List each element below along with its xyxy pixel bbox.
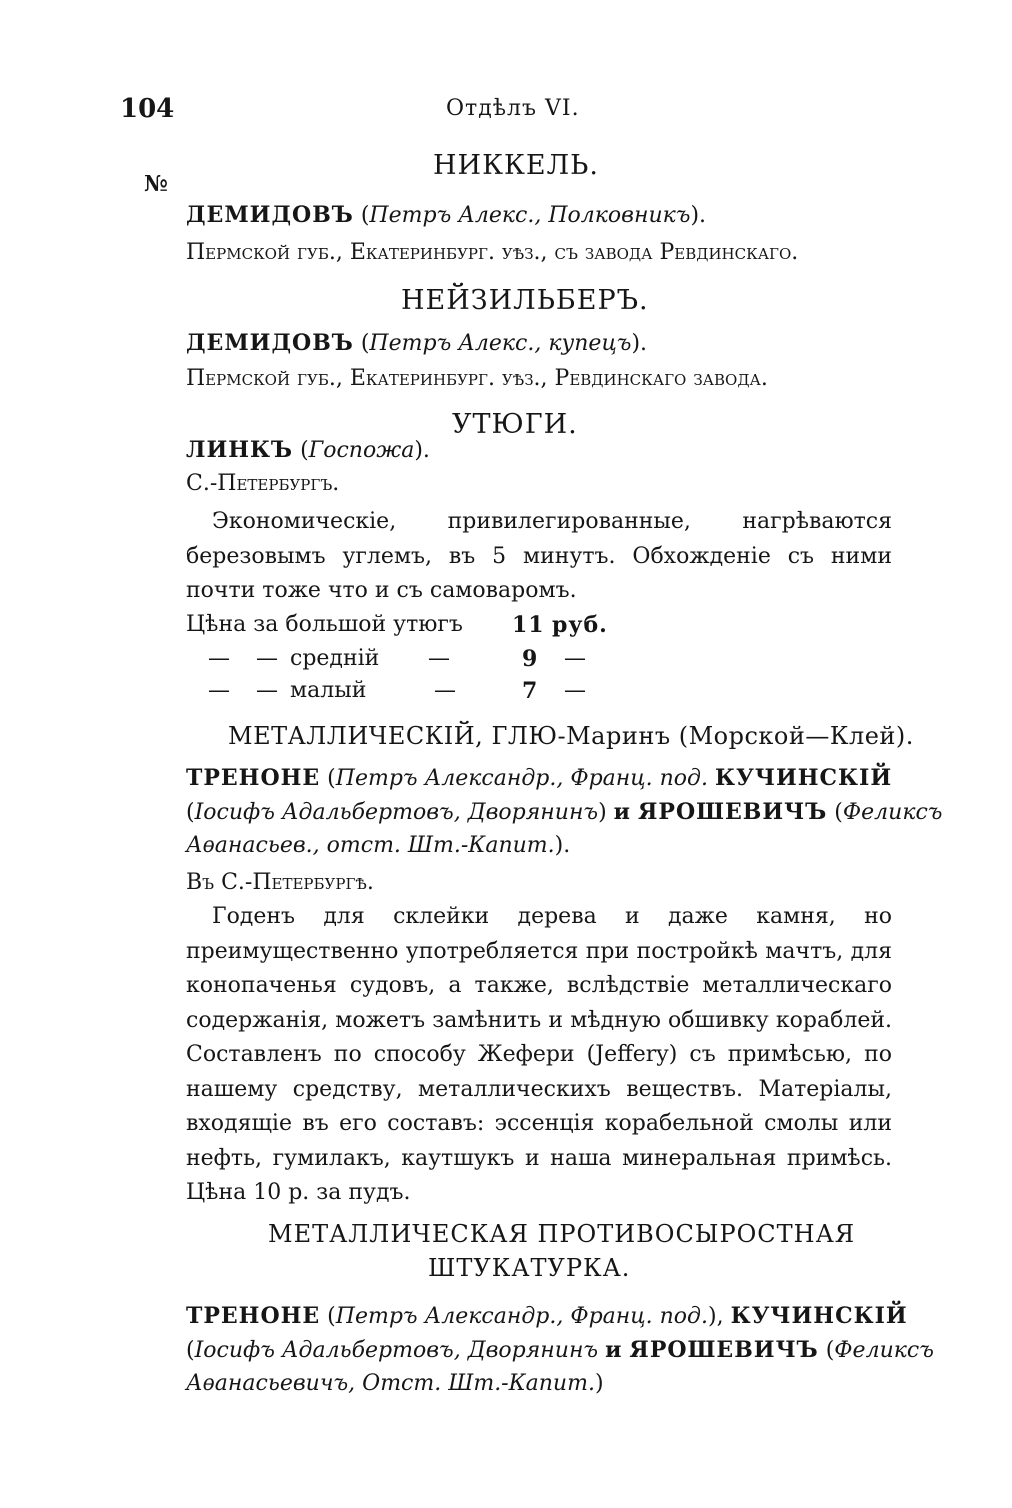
price-row-value: 11 bbox=[512, 612, 545, 638]
exhibitor-desc: Іосифъ Адальбертовъ, Дворянинъ bbox=[194, 800, 599, 825]
price-row-unit: — bbox=[564, 678, 586, 703]
exhibitor-name: ЛИНКЪ bbox=[186, 437, 294, 463]
number-sign: № bbox=[144, 171, 168, 197]
exhibitor-name: ТРЕНОНЕ bbox=[186, 765, 321, 791]
section-title-plaster-line1: МЕТАЛЛИЧЕСКАЯ ПРОТИВОСЫРОСТНАЯ bbox=[268, 1220, 856, 1248]
exhibitor-name: ДЕМИДОВЪ bbox=[186, 330, 354, 356]
price-row-dash: — bbox=[208, 678, 230, 703]
exhibitor-desc: Аѳанасьевичъ, Отст. Шт.-Капит. bbox=[186, 1371, 595, 1396]
running-title: Отдѣлъ VI. bbox=[446, 96, 580, 121]
entry-glue-exhibitors-line3: Аѳанасьев., отст. Шт.-Капит.). bbox=[186, 833, 571, 858]
section-title-plaster-line2: ШТУКАТУРКА. bbox=[428, 1254, 631, 1282]
section-title-glue: МЕТАЛЛИЧЕСКІЙ, ГЛЮ-Маринъ (Морской—Клей). bbox=[228, 722, 914, 750]
price-row-dash: — bbox=[428, 646, 450, 671]
entry-plaster-exhibitors-line2: (Іосифъ Адальбертовъ, Дворянинъ и ЯРОШЕВИЧЪ (Феликсъ bbox=[186, 1337, 934, 1363]
entry-neusilber-exhibitor: ДЕМИДОВЪ (Петръ Алекс., купецъ). bbox=[186, 330, 648, 356]
page-number: 104 bbox=[120, 94, 175, 124]
exhibitor-desc: Петръ Александр., Франц. под. bbox=[335, 1304, 708, 1329]
exhibitor-desc: Петръ Алекс., Полковникъ bbox=[369, 203, 691, 228]
exhibitor-desc: Феликсъ bbox=[834, 1338, 934, 1363]
entry-irons-exhibitor: ЛИНКЪ (Госпожа). bbox=[186, 437, 430, 463]
entry-plaster-exhibitors-line1: ТРЕНОНЕ (Петръ Александр., Франц. под.), КУЧИНСКІЙ bbox=[186, 1303, 908, 1329]
conjunction: и bbox=[613, 799, 631, 825]
conjunction: и bbox=[605, 1337, 623, 1363]
entry-nickel-location: Пермской губ., Екатеринбург. уѣз., съ завода Ревдинскаго. bbox=[186, 240, 799, 265]
price-row-value: 9 bbox=[522, 646, 539, 672]
exhibitor-desc: Петръ Александр., Франц. под. bbox=[335, 766, 708, 791]
price-row-label: Цѣна за большой утюгъ bbox=[186, 612, 463, 637]
section-title-irons: УТЮГИ. bbox=[452, 409, 578, 440]
exhibitor-desc: Госпожа bbox=[308, 438, 415, 463]
entry-glue-location: Въ С.-Петербургѣ. bbox=[186, 870, 374, 895]
exhibitor-name: ДЕМИДОВЪ bbox=[186, 202, 354, 228]
exhibitor-name: ЯРОШЕВИЧЪ bbox=[638, 799, 828, 825]
exhibitor-desc: Феликсъ bbox=[842, 800, 943, 825]
entry-glue-exhibitors-line1: ТРЕНОНЕ (Петръ Александр., Франц. под. КУЧИНСКІЙ bbox=[186, 765, 893, 791]
section-title-nickel: НИККЕЛЬ. bbox=[433, 150, 599, 181]
price-row-label: малый bbox=[290, 678, 367, 703]
glue-description: Годенъ для склейки дерева и даже камня, но преимущественно употребляется при постройкѣ мачтъ, для конопаченья судовъ, а также, вслѣдствіе металлическаго содержанія, можетъ замѣнить и мѣдную обшивку кораблей. Составленъ по способу Жефери (Jeffery) съ примѣсью, по нашему средству, металлическихъ веществъ. Матеріалы, входящіе въ его составъ: эссенція корабельной смолы или нефть, гумилакъ, каутшукъ и наша минеральная примѣсь. Цѣна 10 р. за пудъ. bbox=[186, 904, 892, 1205]
exhibitor-desc: Іосифъ Адальбертовъ, Дворянинъ bbox=[194, 1338, 599, 1363]
exhibitor-desc: Петръ Алекс., купецъ bbox=[369, 331, 632, 356]
exhibitor-name: КУЧИНСКІЙ bbox=[714, 765, 893, 791]
exhibitor-desc: Аѳанасьев., отст. Шт.-Капит. bbox=[186, 833, 555, 858]
entry-irons-location: С.-Петербургъ. bbox=[186, 471, 340, 496]
price-row-value: 7 bbox=[522, 678, 539, 704]
entry-plaster-exhibitors-line3: Аѳанасьевичъ, Отст. Шт.-Капит.) bbox=[186, 1371, 604, 1396]
entry-glue-exhibitors-line2: (Іосифъ Адальбертовъ, Дворянинъ) и ЯРОШЕВИЧЪ (Феликсъ bbox=[186, 799, 943, 825]
price-row-unit: руб. bbox=[552, 612, 608, 638]
exhibitor-name: КУЧИНСКІЙ bbox=[730, 1303, 908, 1329]
price-row-dash: — bbox=[256, 678, 278, 703]
price-row-dash: — bbox=[256, 646, 278, 671]
irons-description: Экономическіе, привилегированные, нагрѣваются березовымъ углемъ, въ 5 минутъ. Обхожденіе съ ними почти тоже что и съ самоваромъ. bbox=[186, 509, 892, 603]
price-row-label: средній bbox=[290, 646, 380, 671]
exhibitor-name: ЯРОШЕВИЧЪ bbox=[629, 1337, 819, 1363]
entry-nickel-exhibitor: ДЕМИДОВЪ (Петръ Алекс., Полковникъ). bbox=[186, 202, 707, 228]
price-row-unit: — bbox=[564, 646, 586, 671]
section-title-neusilber: НЕЙЗИЛЬБЕРЪ. bbox=[401, 285, 649, 316]
price-row-dash: — bbox=[208, 646, 230, 671]
price-row-dash: — bbox=[434, 678, 456, 703]
exhibitor-name: ТРЕНОНЕ bbox=[186, 1303, 321, 1329]
entry-neusilber-location: Пермской губ., Екатеринбург. уѣз., Ревдинскаго завода. bbox=[186, 366, 768, 391]
